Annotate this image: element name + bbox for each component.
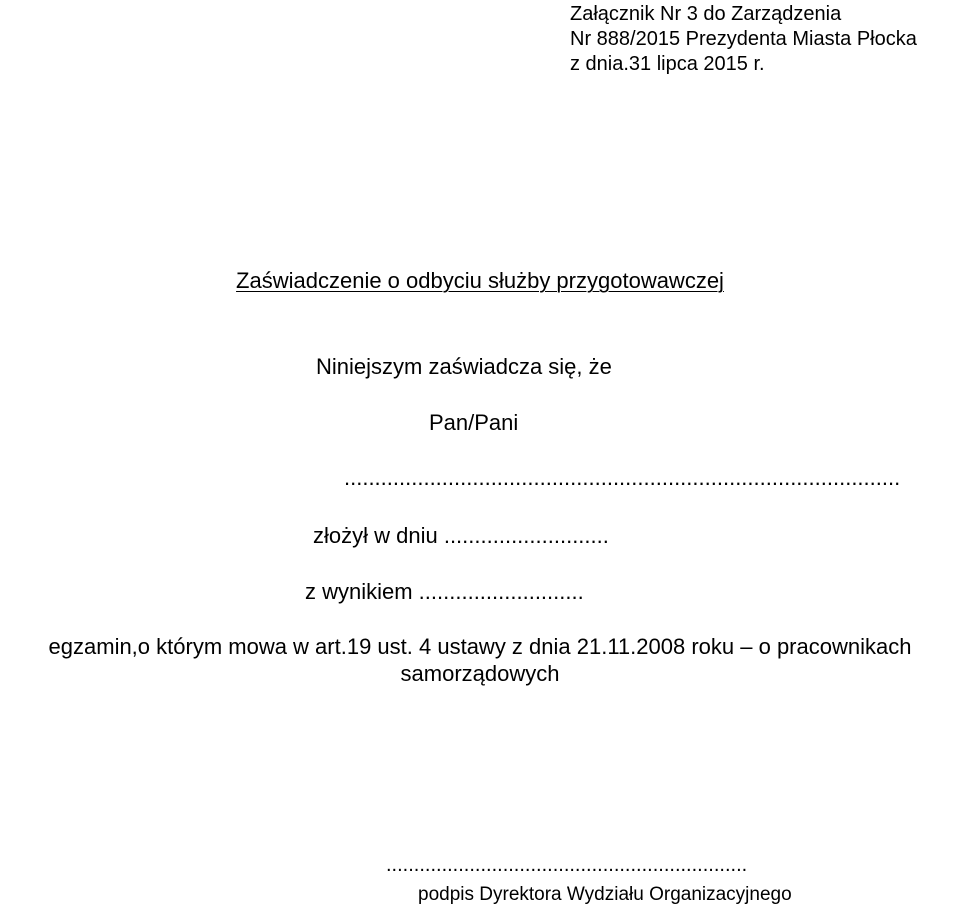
annex-line-1: Załącznik Nr 3 do Zarządzenia: [570, 3, 842, 25]
exam-basis-line-2: samorządowych: [400, 661, 560, 686]
exam-result-line: z wynikiem ...........................: [305, 579, 584, 604]
name-fill-line: ...........................................................................................: [344, 465, 901, 490]
addressee-label: Pan/Pani: [429, 410, 519, 435]
signature-label: podpis Dyrektora Wydziału Organizacyjnego: [418, 884, 792, 905]
annex-line-3: z dnia.31 lipca 2015 r.: [570, 53, 765, 75]
signature-fill-line: .................................................................: [386, 854, 748, 876]
document-title: Zaświadczenie o odbyciu służby przygotowawczej: [236, 268, 724, 293]
exam-basis-line-1: egzamin,o którym mowa w art.19 ust. 4 ustawy z dnia 21.11.2008 roku – o pracownikach: [48, 634, 912, 659]
exam-date-line: złożył w dniu ...........................: [313, 523, 609, 548]
certify-statement: Niniejszym zaświadcza się, że: [316, 354, 612, 379]
annex-line-2: Nr 888/2015 Prezydenta Miasta Płocka: [570, 28, 917, 50]
